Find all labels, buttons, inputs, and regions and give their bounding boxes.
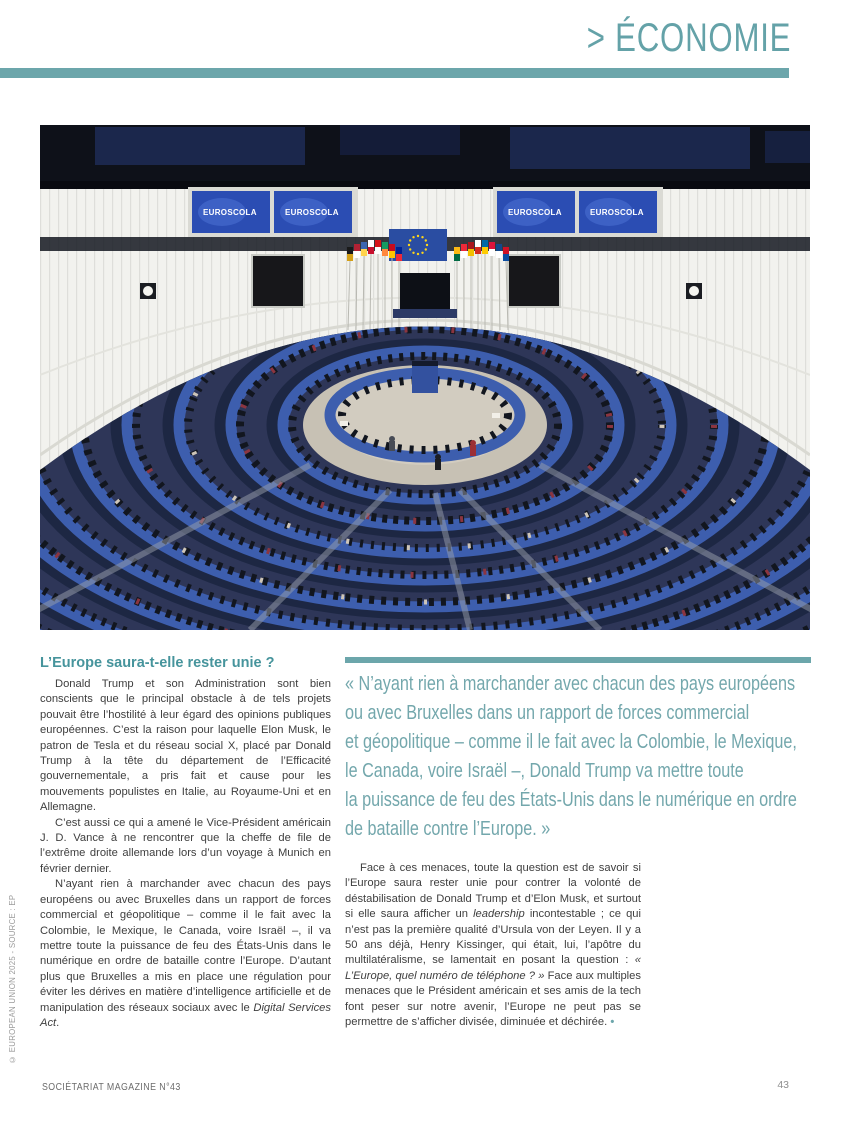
paragraph: Face à ces menaces, toute la question est de savoir si l’Europe saura rester unie pour contrer la volonté de déstabilisation de Donald Trump et d’Elon Musk, et surtout si elle saura afficher un leadership incontestable ; ce qui n’est pas la première qualité d’Ursula von der Leyen. Il y a 50 ans déjà, Henry Kissinger, qui était, lui, l’apôtre du multilatéralisme, se lamentait en posant la question : « L’Europe, quel numéro de téléphone ? » Face aux multiples menaces que le Président américain et ses amis de la tech font peser sur notre avenir, l’Europe ne peut pas se permettre de s’afficher divisée, diminuée et déchirée. • [345, 862, 641, 1029]
pull-quote-line: et géopolitique – comme il le fait avec la Colombie, le Mexique, [345, 730, 797, 753]
euroscola-screens-left [188, 187, 358, 237]
end-of-article-bullet: • [610, 1016, 615, 1029]
pull-quote-line: la puissance de feu des États-Unis dans le numérique en ordre [345, 788, 797, 811]
euroscola-screen-text: EUROSCOLA [508, 208, 562, 217]
header-rule [0, 68, 789, 78]
euroscola-screen-text: EUROSCOLA [590, 208, 644, 217]
article-left-column [40, 655, 331, 1031]
paragraph: Donald Trump et son Administration sont bien conscients que le principal obstacle à de tels projets pouvait être l’hostilité à leur égard des opinions publiques européennes. C’est la raison pour laquelle Elon Musk, le patron de Tesla et du réseau social X, placé par Donald Trump à la tête du département de l’Efficacité gouvernementale, a pris fait et cause pour les mouvements populistes en Italie, au Royaume-Uni et en Allemagne. [40, 678, 331, 814]
wall-clock-right [686, 283, 702, 299]
ceiling [40, 125, 810, 189]
pull-quote-line: le Canada, voire Israël –, Donald Trump va mettre toute [345, 759, 744, 782]
pull-quote-line: « N’ayant rien à marchander avec chacun des pays européens [345, 672, 796, 695]
photo-credit: © EUROPEAN UNION 2025 - SOURCE : EP [8, 894, 17, 1064]
euroscola-screens-right [493, 187, 663, 237]
article-right-column [345, 861, 641, 1030]
hemicycle-illustration [40, 125, 810, 630]
pull-quote-rule [345, 657, 811, 663]
euroscola-screen-text: EUROSCOLA [285, 208, 339, 217]
article-subheading: L’Europe saura-t-elle rester unie ? [40, 655, 275, 671]
page-number: 43 [777, 1079, 789, 1091]
paragraph: C’est aussi ce qui a amené le Vice-Président américain J. D. Vance à ne rencontrer que la cheffe de file de l’extrême droite allemande lors d’un voyage à Munich en février dernier. [40, 816, 331, 875]
rostrum-backdrop [393, 273, 457, 318]
doorway-left [252, 255, 304, 307]
doorway-right [508, 255, 560, 307]
pull-quote-line: ou avec Bruxelles dans un rapport de forces commercial [345, 701, 750, 724]
paragraph: N’ayant rien à marchander avec chacun des pays européens ou avec Bruxelles dans un rapport de forces commercial et géopolitique – comme il le fait avec la Colombie, le Mexique, le Canada, voire Israël –, il va mettre toute la puissance de feu des États-Unis dans le numérique en ordre de bataille contre l’Europe. D’autant plus que Bruxelles a mis en place une régulation pour éviter les dérives en matière d’intelligence artificielle et de manipulation des réseaux sociaux avec le Digital Services Act. [40, 878, 331, 1029]
italic-term: leadership [473, 908, 525, 921]
magazine-footer: SOCIÉTARIAT MAGAZINE N°43 [42, 1082, 181, 1093]
euroscola-screen-text: EUROSCOLA [203, 208, 257, 217]
parliament-photo [40, 125, 810, 630]
wall-clock-left [140, 283, 156, 299]
pull-quote [345, 669, 811, 843]
section-label: > ÉCONOMIE [586, 16, 791, 60]
pull-quote-line: de bataille contre l’Europe. » [345, 817, 551, 840]
italic-quote: « L’Europe, quel numéro de téléphone ? » [345, 954, 641, 982]
italic-term: Digital Services Act [40, 1001, 331, 1029]
